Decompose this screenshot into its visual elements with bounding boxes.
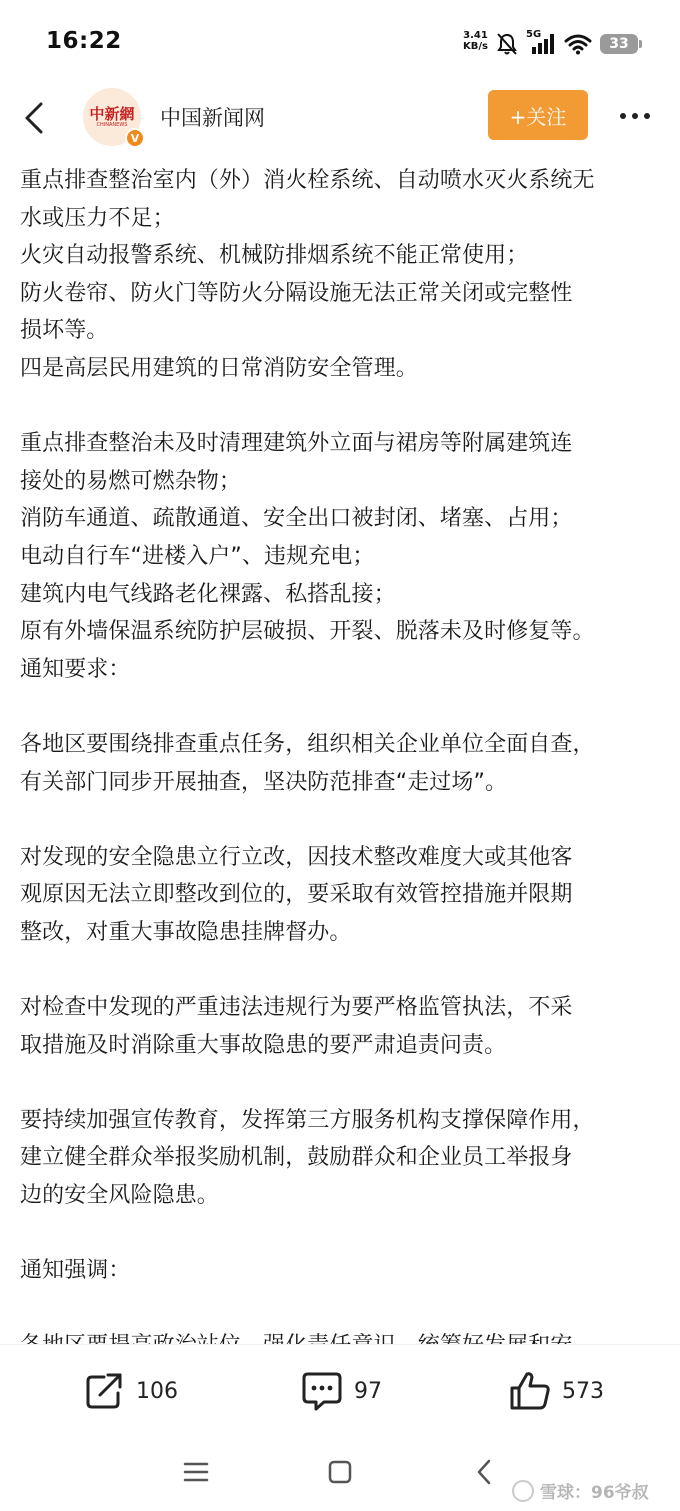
status-time: 16:22 <box>46 28 122 54</box>
paragraph-gap <box>20 388 665 426</box>
article-action-bar <box>0 1344 680 1436</box>
recent-apps-button[interactable] <box>178 1456 214 1488</box>
net-speed <box>463 30 488 52</box>
verified-badge-icon: V <box>125 128 145 148</box>
share-icon <box>84 1371 126 1411</box>
paragraph-gap <box>20 951 665 989</box>
more-dot-icon <box>620 113 626 119</box>
snowball-logo-icon <box>512 1480 534 1502</box>
signal-icon <box>526 29 556 56</box>
article-text-line: 火灾自动报警系统、机械防排烟系统不能正常使用； <box>20 243 529 269</box>
wifi-icon <box>564 33 592 55</box>
comment-icon <box>300 1370 344 1412</box>
watermark-text: 雪球：96爷叔 <box>540 1483 649 1503</box>
article-text-line: 消防车通道、疏散通道、安全出口被封闭、堵塞、占用； <box>20 506 573 532</box>
article-text-line: 有关部门同步开展抽查，坚决防范排查“走过场”。 <box>20 769 508 795</box>
article-text-line: 各地区要围绕排查重点任务，组织相关企业单位全面自查， <box>20 731 595 757</box>
more-dot-icon <box>644 113 650 119</box>
article-text-line: 建立健全群众举报奖励机制，鼓励群众和企业员工举报身 <box>20 1145 573 1171</box>
system-back-button[interactable] <box>466 1456 502 1488</box>
article-text-line: 防火卷帘、防火门等防火分隔设施无法正常关闭或完整性 <box>20 280 573 306</box>
paragraph-gap <box>20 1215 665 1253</box>
paragraph-gap <box>20 688 665 726</box>
network-type: 5G <box>526 29 542 40</box>
article-text-line: 对发现的安全隐患立行立改，因技术整改难度大或其他客 <box>20 844 573 870</box>
paragraph-gap <box>20 801 665 839</box>
net-speed-value: 3.41 <box>463 30 488 41</box>
article-text-line: 观原因无法立即整改到位的，要采取有效管控措施并限期 <box>20 882 573 908</box>
article-text-line: 整改，对重大事故隐患挂牌督办。 <box>20 919 352 945</box>
home-button[interactable] <box>322 1456 358 1488</box>
back-chevron-icon <box>475 1459 493 1485</box>
article-text-line: 原有外墙保温系统防护层破损、开裂、脱落未及时修复等。 <box>20 619 595 645</box>
article-text-line: 电动自行车“进楼入户”、违规充电； <box>20 543 375 569</box>
article-text-line: 对检查中发现的严重违法违规行为要严格监管执法，不采 <box>20 995 573 1021</box>
battery-icon: 33 <box>600 34 638 54</box>
article-text-line: 接处的易燃可燃杂物； <box>20 468 242 494</box>
article-text-line: 要持续加强宣传教育，发挥第三方服务机构支撑保障作用， <box>20 1107 595 1133</box>
article-text-line: 通知强调： <box>20 1258 131 1284</box>
follow-button[interactable]: +关注 <box>488 90 588 140</box>
back-arrow-icon <box>23 101 45 135</box>
more-dot-icon <box>632 113 638 119</box>
chinanews-logo-sub: CHINANEWS <box>96 121 128 128</box>
status-bar <box>0 0 680 88</box>
article-text-line: 重点排查整治未及时清理建筑外立面与裙房等附属建筑连 <box>20 431 573 457</box>
mute-bell-icon <box>496 32 518 56</box>
thumbs-up-icon <box>508 1370 552 1412</box>
system-navigation-bar <box>0 1436 680 1511</box>
comment-button[interactable] <box>300 1369 382 1413</box>
article-header <box>0 88 680 152</box>
share-count: 106 <box>136 1378 178 1404</box>
share-button[interactable] <box>84 1369 178 1413</box>
net-speed-unit: KB/s <box>463 41 488 52</box>
article-text-line: 损坏等。 <box>20 318 109 344</box>
comment-count: 97 <box>354 1378 382 1404</box>
source-avatar[interactable] <box>83 88 141 146</box>
article-text-line: 建筑内电气线路老化裸露、私搭乱接； <box>20 581 396 607</box>
article-text-line: 通知要求： <box>20 656 131 682</box>
article-text-line: 水或压力不足； <box>20 205 175 231</box>
menu-icon <box>183 1461 209 1483</box>
like-count: 573 <box>562 1378 604 1404</box>
article-text-line: 重点排查整治室内（外）消火栓系统、自动喷水灭火系统无 <box>20 168 595 193</box>
source-name[interactable]: 中国新闻网 <box>160 106 265 130</box>
paragraph-gap <box>20 1064 665 1102</box>
home-square-icon <box>328 1460 352 1484</box>
paragraph-gap <box>20 1290 665 1328</box>
chinanews-logo: 中新網 <box>89 104 135 123</box>
article-body <box>20 162 665 1344</box>
article-text-line: 边的安全风险隐患。 <box>20 1183 219 1209</box>
more-options-button[interactable] <box>612 98 658 134</box>
article-text-line: 取措施及时消除重大事故隐患的要严肃追责问责。 <box>20 1032 507 1058</box>
like-button[interactable] <box>508 1369 604 1413</box>
article-text-line: 四是高层民用建筑的日常消防安全管理。 <box>20 355 418 381</box>
watermark <box>512 1478 649 1503</box>
back-button[interactable] <box>18 98 50 138</box>
status-icons <box>496 30 638 58</box>
